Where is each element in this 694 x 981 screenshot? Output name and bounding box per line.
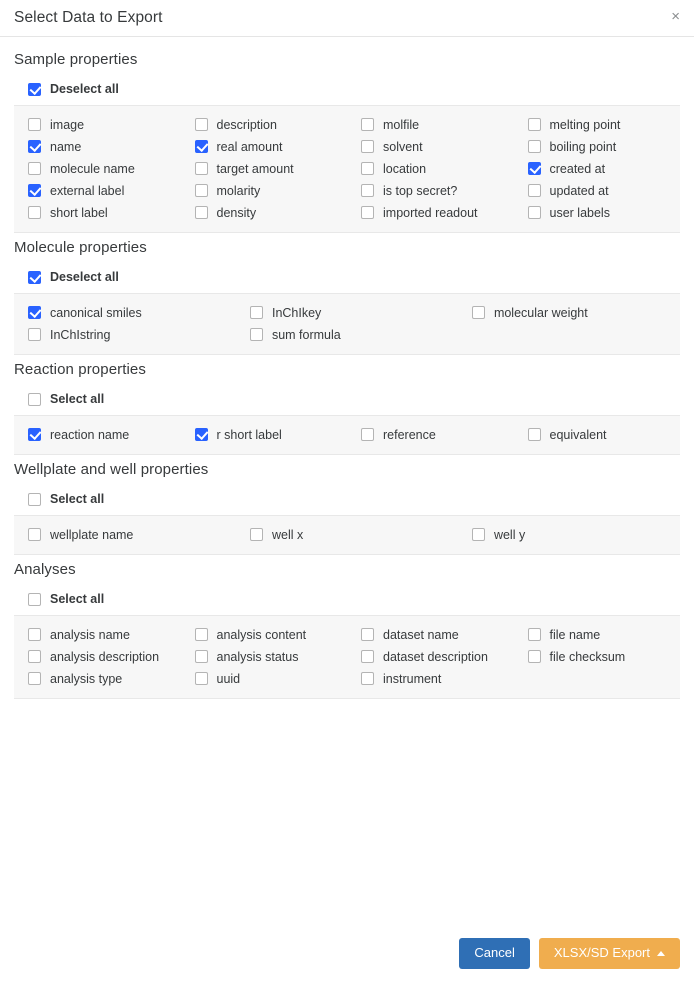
property-checkbox-row[interactable] bbox=[195, 161, 348, 177]
property-label: wellplate name bbox=[50, 528, 134, 542]
toggle-all-label: Select all bbox=[50, 592, 105, 606]
property-checkbox[interactable] bbox=[195, 140, 208, 153]
property-checkbox[interactable] bbox=[250, 528, 263, 541]
property-label: image bbox=[50, 118, 85, 132]
property-checkbox[interactable] bbox=[250, 328, 263, 341]
property-label: density bbox=[216, 206, 257, 220]
property-column bbox=[514, 627, 681, 687]
property-label: is top secret? bbox=[383, 184, 458, 198]
section-title: Wellplate and well properties bbox=[14, 461, 209, 478]
property-checkbox-row[interactable] bbox=[361, 205, 514, 221]
property-checkbox[interactable] bbox=[472, 528, 485, 541]
property-label: molarity bbox=[216, 184, 261, 198]
property-label: r short label bbox=[216, 428, 282, 442]
property-label: created at bbox=[549, 162, 606, 176]
property-label: reference bbox=[383, 428, 436, 442]
dialog-footer bbox=[0, 925, 694, 981]
property-checkbox[interactable] bbox=[361, 628, 374, 641]
property-label: analysis name bbox=[50, 628, 130, 642]
property-checkbox-row[interactable] bbox=[28, 117, 181, 133]
property-label: sum formula bbox=[271, 328, 341, 342]
page-title: Select Data to Export bbox=[14, 9, 163, 26]
property-label: short label bbox=[50, 206, 108, 220]
property-checkbox-row[interactable] bbox=[528, 117, 681, 133]
property-checkbox-row[interactable] bbox=[361, 117, 514, 133]
property-checkbox-row[interactable] bbox=[195, 205, 348, 221]
property-checkbox-row[interactable] bbox=[528, 627, 681, 643]
property-checkbox[interactable] bbox=[528, 184, 541, 197]
property-grid bbox=[14, 516, 680, 555]
property-checkbox[interactable] bbox=[361, 650, 374, 663]
chevron-up-icon bbox=[657, 951, 665, 956]
section-title: Reaction properties bbox=[14, 361, 146, 378]
property-label: molecule name bbox=[50, 162, 135, 176]
property-column bbox=[458, 305, 680, 343]
property-checkbox-row[interactable] bbox=[528, 183, 681, 199]
property-checkbox-row[interactable] bbox=[361, 161, 514, 177]
property-label: molecular weight bbox=[493, 306, 588, 320]
property-column bbox=[458, 527, 680, 543]
property-label: description bbox=[216, 118, 277, 132]
property-checkbox-row[interactable] bbox=[28, 305, 236, 321]
close-icon[interactable]: × bbox=[671, 8, 680, 25]
property-checkbox[interactable] bbox=[195, 672, 208, 685]
property-checkbox[interactable] bbox=[250, 306, 263, 319]
property-label: instrument bbox=[383, 672, 442, 686]
property-grid bbox=[14, 106, 680, 233]
property-checkbox-row[interactable] bbox=[28, 327, 236, 343]
property-label: well y bbox=[493, 528, 526, 542]
toggle-all-row[interactable] bbox=[14, 392, 680, 416]
property-checkbox-row[interactable] bbox=[195, 427, 348, 443]
property-label: name bbox=[50, 140, 82, 154]
property-checkbox-row[interactable] bbox=[528, 649, 681, 665]
dialog-body bbox=[0, 37, 694, 925]
property-checkbox[interactable] bbox=[361, 184, 374, 197]
property-label: external label bbox=[50, 184, 125, 198]
property-checkbox-row[interactable] bbox=[195, 183, 348, 199]
property-checkbox[interactable] bbox=[472, 306, 485, 319]
property-checkbox-row[interactable] bbox=[28, 205, 181, 221]
property-grid bbox=[14, 616, 680, 699]
toggle-all-checkbox[interactable] bbox=[28, 493, 41, 506]
property-column bbox=[181, 427, 348, 443]
property-column bbox=[236, 305, 458, 343]
property-label: boiling point bbox=[549, 140, 617, 154]
property-checkbox-row[interactable] bbox=[361, 139, 514, 155]
property-label: dataset name bbox=[383, 628, 459, 642]
property-checkbox[interactable] bbox=[195, 428, 208, 441]
toggle-all-label: Select all bbox=[50, 492, 105, 506]
property-label: uuid bbox=[216, 672, 241, 686]
property-column bbox=[347, 117, 514, 221]
property-checkbox-row[interactable] bbox=[528, 161, 681, 177]
export-button-label: XLSX/SD Export bbox=[553, 945, 650, 961]
property-checkbox-row[interactable] bbox=[250, 305, 458, 321]
property-label: melting point bbox=[549, 118, 621, 132]
property-checkbox[interactable] bbox=[195, 162, 208, 175]
property-checkbox-row[interactable] bbox=[28, 183, 181, 199]
property-checkbox[interactable] bbox=[28, 140, 41, 153]
property-label: analysis description bbox=[50, 650, 160, 664]
property-checkbox[interactable] bbox=[28, 650, 41, 663]
cancel-button[interactable]: Cancel bbox=[459, 938, 529, 968]
toggle-all-label: Deselect all bbox=[50, 82, 119, 96]
property-checkbox[interactable] bbox=[195, 118, 208, 131]
property-checkbox-row[interactable] bbox=[528, 205, 681, 221]
property-checkbox[interactable] bbox=[28, 184, 41, 197]
property-checkbox[interactable] bbox=[28, 328, 41, 341]
property-label: InChIstring bbox=[50, 328, 111, 342]
property-checkbox[interactable] bbox=[528, 140, 541, 153]
property-column bbox=[14, 427, 181, 443]
property-checkbox-row[interactable] bbox=[250, 527, 458, 543]
property-label: user labels bbox=[549, 206, 610, 220]
property-label: canonical smiles bbox=[50, 306, 142, 320]
toggle-all-label: Select all bbox=[50, 392, 105, 406]
property-label: reaction name bbox=[50, 428, 130, 442]
property-checkbox-row[interactable] bbox=[195, 139, 348, 155]
property-checkbox-row[interactable] bbox=[528, 427, 681, 443]
property-checkbox-row[interactable] bbox=[361, 671, 514, 687]
property-label: molfile bbox=[383, 118, 420, 132]
property-checkbox-row[interactable] bbox=[472, 527, 680, 543]
property-checkbox[interactable] bbox=[28, 672, 41, 685]
toggle-all-row[interactable] bbox=[14, 492, 680, 516]
property-column bbox=[14, 117, 181, 221]
property-label: location bbox=[383, 162, 427, 176]
property-grid bbox=[14, 294, 680, 355]
section-title: Molecule properties bbox=[14, 239, 147, 256]
toggle-all-label: Deselect all bbox=[50, 270, 119, 284]
property-checkbox[interactable] bbox=[361, 672, 374, 685]
property-label: imported readout bbox=[383, 206, 478, 220]
section bbox=[14, 561, 680, 699]
xlsx-sd-export-button[interactable] bbox=[539, 938, 680, 968]
property-checkbox-row[interactable] bbox=[361, 183, 514, 199]
toggle-all-checkbox[interactable] bbox=[28, 593, 41, 606]
property-label: analysis status bbox=[216, 650, 299, 664]
property-checkbox[interactable] bbox=[195, 184, 208, 197]
property-label: solvent bbox=[383, 140, 423, 154]
property-column bbox=[236, 527, 458, 543]
property-checkbox-row[interactable] bbox=[250, 327, 458, 343]
section bbox=[14, 461, 680, 555]
property-column bbox=[14, 305, 236, 343]
property-checkbox-row[interactable] bbox=[28, 627, 181, 643]
property-checkbox[interactable] bbox=[528, 206, 541, 219]
property-label: well x bbox=[271, 528, 304, 542]
property-checkbox-row[interactable] bbox=[361, 649, 514, 665]
property-column bbox=[347, 427, 514, 443]
property-checkbox-row[interactable] bbox=[28, 671, 181, 687]
property-checkbox[interactable] bbox=[28, 306, 41, 319]
property-label: analysis content bbox=[216, 628, 307, 642]
toggle-all-checkbox[interactable] bbox=[28, 271, 41, 284]
property-checkbox-row[interactable] bbox=[28, 649, 181, 665]
property-label: analysis type bbox=[50, 672, 123, 686]
property-grid bbox=[14, 416, 680, 455]
property-checkbox-row[interactable] bbox=[195, 671, 348, 687]
section-title: Sample properties bbox=[14, 51, 138, 68]
property-checkbox[interactable] bbox=[528, 650, 541, 663]
property-checkbox-row[interactable] bbox=[28, 139, 181, 155]
property-checkbox[interactable] bbox=[528, 162, 541, 175]
property-label: dataset description bbox=[383, 650, 488, 664]
property-column bbox=[14, 627, 181, 687]
toggle-all-checkbox[interactable] bbox=[28, 83, 41, 96]
property-checkbox[interactable] bbox=[528, 628, 541, 641]
property-label: InChIkey bbox=[271, 306, 322, 320]
property-column bbox=[14, 527, 236, 543]
property-label: equivalent bbox=[549, 428, 607, 442]
section-title: Analyses bbox=[14, 561, 76, 578]
property-checkbox-row[interactable] bbox=[195, 117, 348, 133]
property-column bbox=[347, 627, 514, 687]
property-checkbox[interactable] bbox=[28, 428, 41, 441]
property-checkbox-row[interactable] bbox=[28, 427, 181, 443]
property-checkbox[interactable] bbox=[361, 118, 374, 131]
property-checkbox[interactable] bbox=[528, 428, 541, 441]
property-checkbox[interactable] bbox=[361, 162, 374, 175]
property-checkbox[interactable] bbox=[195, 628, 208, 641]
property-label: file checksum bbox=[549, 650, 626, 664]
property-checkbox[interactable] bbox=[361, 428, 374, 441]
toggle-all-checkbox[interactable] bbox=[28, 393, 41, 406]
property-checkbox[interactable] bbox=[361, 206, 374, 219]
property-label: file name bbox=[549, 628, 601, 642]
property-checkbox[interactable] bbox=[195, 650, 208, 663]
property-checkbox[interactable] bbox=[528, 118, 541, 131]
section bbox=[14, 361, 680, 455]
property-checkbox-row[interactable] bbox=[195, 627, 348, 643]
section bbox=[14, 239, 680, 355]
property-checkbox[interactable] bbox=[28, 118, 41, 131]
toggle-all-row[interactable] bbox=[14, 270, 680, 294]
property-checkbox[interactable] bbox=[28, 528, 41, 541]
property-label: target amount bbox=[216, 162, 294, 176]
property-checkbox[interactable] bbox=[361, 140, 374, 153]
property-label: real amount bbox=[216, 140, 283, 154]
toggle-all-row[interactable] bbox=[14, 82, 680, 106]
property-column bbox=[514, 117, 681, 221]
property-checkbox-row[interactable] bbox=[361, 627, 514, 643]
property-checkbox[interactable] bbox=[28, 206, 41, 219]
property-column bbox=[514, 427, 681, 443]
property-checkbox-row[interactable] bbox=[528, 139, 681, 155]
property-column bbox=[181, 627, 348, 687]
toggle-all-row[interactable] bbox=[14, 592, 680, 616]
property-label: updated at bbox=[549, 184, 609, 198]
property-checkbox-row[interactable] bbox=[195, 649, 348, 665]
property-checkbox[interactable] bbox=[28, 628, 41, 641]
property-checkbox-row[interactable] bbox=[28, 161, 181, 177]
property-checkbox-row[interactable] bbox=[361, 427, 514, 443]
section bbox=[14, 51, 680, 233]
property-checkbox-row[interactable] bbox=[28, 527, 236, 543]
dialog-header bbox=[0, 0, 694, 37]
property-checkbox[interactable] bbox=[28, 162, 41, 175]
property-checkbox[interactable] bbox=[195, 206, 208, 219]
property-checkbox-row[interactable] bbox=[472, 305, 680, 321]
property-column bbox=[181, 117, 348, 221]
